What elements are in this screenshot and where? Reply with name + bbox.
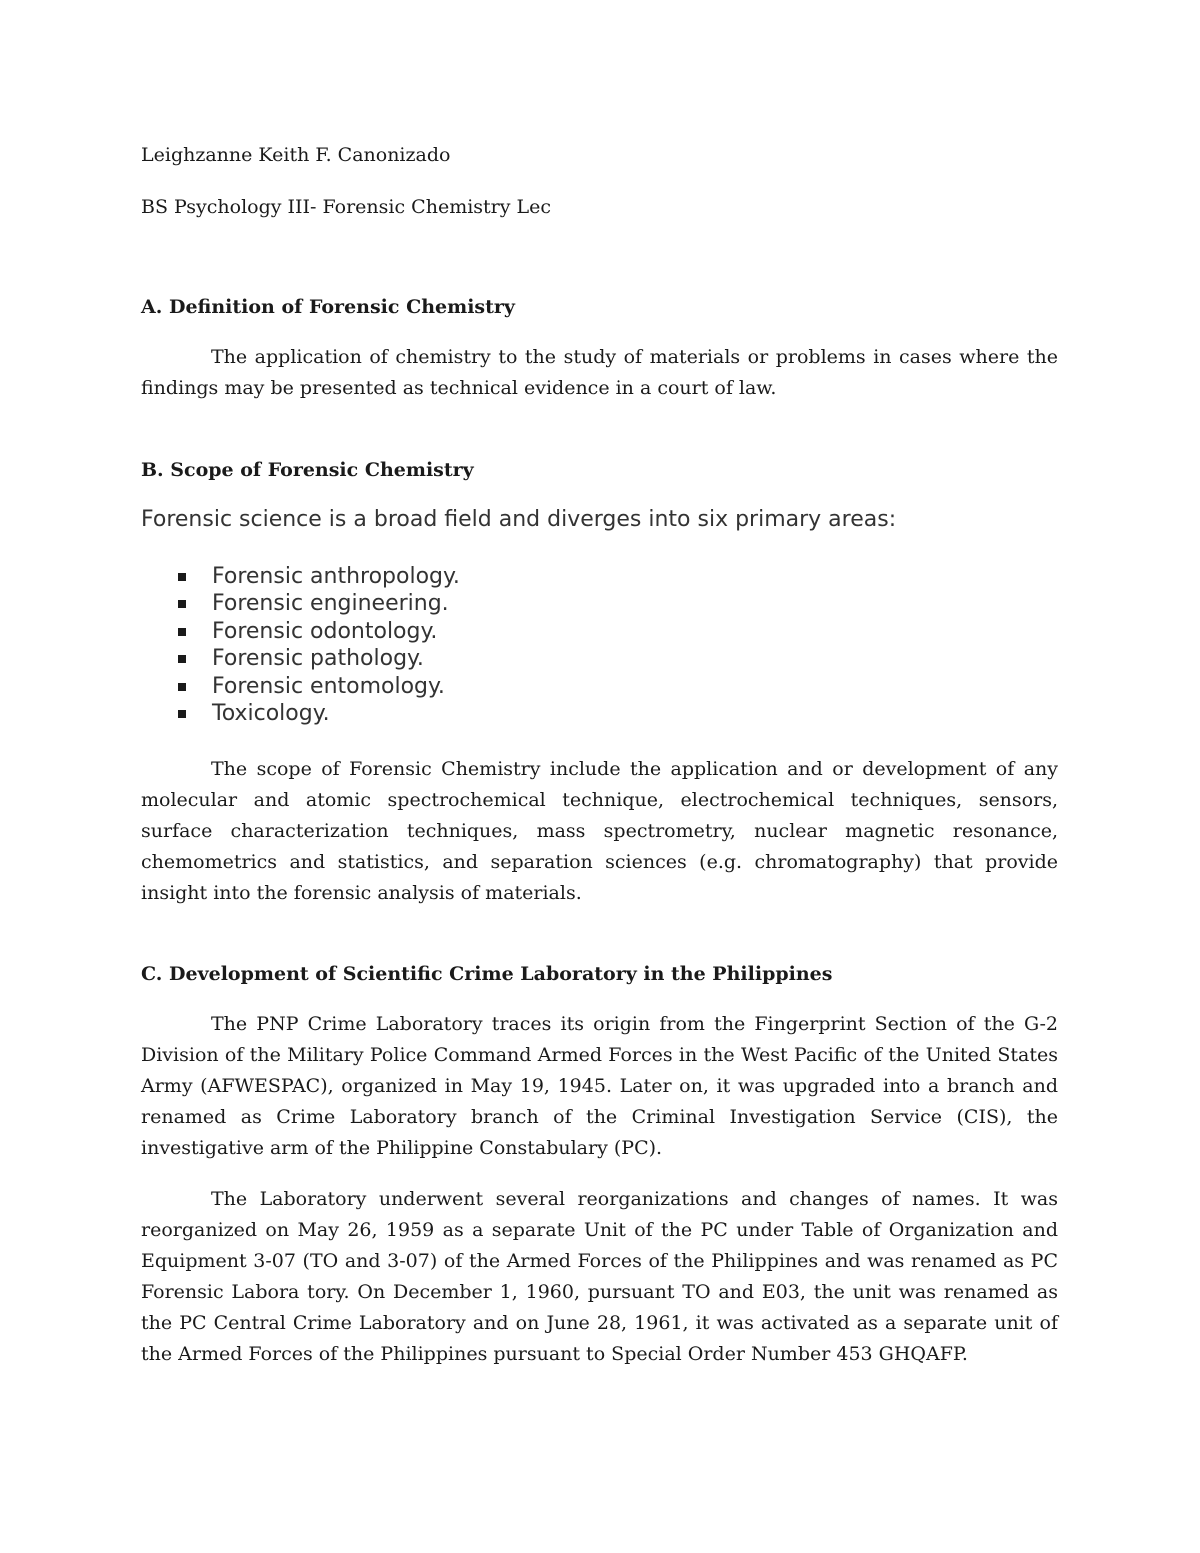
list-item: Forensic pathology. — [141, 645, 460, 672]
list-item: Forensic entomology. — [141, 673, 460, 700]
square-bullet-icon — [178, 710, 186, 718]
list-item: Toxicology. — [141, 700, 460, 727]
section-c-paragraph-2: The Laboratory underwent several reorganizations and changes of names. It was reorganized on May 26, 1959 as a separate Unit of the PC under Table of Organization and Equipment 3-07 (TO and 3-07) of the Armed Forces of the Philippines and was renamed as PC Forensic Labora tory. On December 1, 1960, pursuant TO and E03, the unit was renamed as the PC Central Crime Laboratory and on June 28, 1961, it was activated as a separate unit of the Armed Forces of the Philippines pursuant to Special Order Number 453 GHQAFP. — [141, 1188, 1058, 1365]
section-a-paragraph: The application of chemistry to the study of materials or problems in cases where the findings may be presented as technical evidence in a court of law. — [141, 346, 1058, 399]
square-bullet-icon — [178, 600, 186, 608]
square-bullet-icon — [178, 628, 186, 636]
section-b-paragraph: The scope of Forensic Chemistry include the application and or development of any molecular and atomic spectrochemical technique, electrochemical techniques, sensors, surface characterization techniques, mass spectrometry, nuclear magnetic resonance, chemometrics and statistics, and separation sciences (e.g. chromatography) that provide insight into the forensic analysis of materials. — [141, 758, 1058, 904]
author-name: Leighzanne Keith F. Canonizado — [141, 144, 451, 166]
list-item: Forensic engineering. — [141, 590, 460, 617]
section-c-heading: C. Development of Scientific Crime Laboratory in the Philippines — [141, 963, 833, 985]
section-c-paragraph-1: The PNP Crime Laboratory traces its origin from the Fingerprint Section of the G-2 Division of the Military Police Command Armed Forces in the West Pacific of the United States Army (AFWESPAC), organized in May 19, 1945. Later on, it was upgraded into a branch and renamed as Crime Laboratory branch of the Criminal Investigation Service (CIS), the investigative arm of the Philippine Constabulary (PC). — [141, 1013, 1058, 1159]
areas-lead-sentence: Forensic science is a broad field and diverges into six primary areas: — [141, 507, 897, 532]
square-bullet-icon — [178, 683, 186, 691]
list-item: Forensic odontology. — [141, 618, 460, 645]
square-bullet-icon — [178, 573, 186, 581]
section-a-heading: A. Definition of Forensic Chemistry — [141, 296, 515, 318]
list-item: Forensic anthropology. — [141, 563, 460, 590]
square-bullet-icon — [178, 655, 186, 663]
section-b-heading: B. Scope of Forensic Chemistry — [141, 459, 474, 481]
primary-areas-list — [141, 563, 460, 727]
course-line: BS Psychology III- Forensic Chemistry Lec — [141, 196, 552, 218]
